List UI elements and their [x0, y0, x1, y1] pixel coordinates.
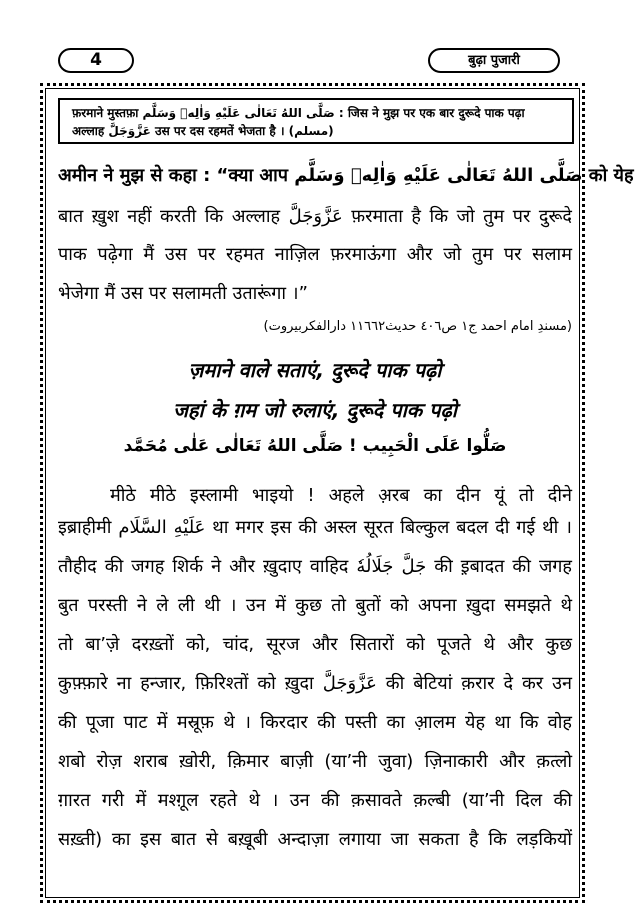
body-line: शबो रोज़ शराब ख़ोरी, क़िमार बाज़ी (या’नी जुवा) ज़िनाकारी और क़त्लो: [58, 751, 572, 772]
body-line: मीठे मीठे इस्लामी भाइयो ! अहले अ़रब का दीन यूं तो दीने: [110, 485, 572, 506]
body-line: बात ख़ुश नहीं करती कि अल्लाह عَزَّوَجَلَّ फ़रमाता है कि जो तुम पर दुरूदे: [58, 206, 572, 227]
couplet-line-2: जहां के ग़म जो रुलाएं, दुरूदे पाक पढ़ो: [173, 398, 457, 422]
page-number: 4: [58, 48, 134, 73]
body-line: की पूजा पाट में मस्रूफ़ थे । किरदार की पस्ती का आ़लम येह था कि वोह: [58, 712, 572, 733]
body-line: पाक पढ़ेगा मैं उस पर रहमत नाज़िल फ़रमाऊंगा और जो तुम पर सलाम: [58, 244, 572, 265]
body-line: तो बा’ज़े दरख़्तों को, चांद, सूरज और सितारों को पूजते थे और कुछ: [58, 634, 572, 655]
body-line: तौहीद की जगह शिर्क ने और ख़ुदाए वाहिद جَلَّ جَلَالُهٗ की इ़बादत की जगह: [58, 556, 572, 577]
hadith-line-1: फ़रमाने मुस्तफ़ा صَلَّى اللهُ تَعَالٰى عَلَيْهِ وَاٰلِهٖ وَسَلَّم : जिस ने मुझ पर एक बार दुरूदे पाक पढ़ा: [72, 106, 525, 120]
body-line: इब्राहीमी عَلَيْهِ السَّلَام था मगर इस की अस्ल सूरत बिल्कुल बदल दी गई थी ।: [58, 517, 572, 538]
body-line: बुत परस्ती ने ले ली थी । उन में कुछ तो बुतों को अपना ख़ुदा समझते थे: [58, 595, 572, 616]
body-line: सख़्ती) का इस बात से बख़ूबी अन्दाज़ा लगाया जा सकता है कि लड़कियों: [58, 829, 572, 850]
book-title: बुढ़ा पुजारी: [428, 48, 560, 73]
couplet-line-1: ज़माने वाले सताएं, दुरूदे पाक पढ़ो: [188, 358, 442, 382]
body-line: अमीन ने मुझ से कहा : “क्या आप صَلَّى اللهُ تَعَالٰى عَلَيْهِ وَاٰلِهٖ وَسَلَّم को येह: [58, 165, 634, 186]
hadith-line-2: अल्लाह عَزَّوَجَلَّ उस पर दस रहमतें भेजता है । (مسلم): [72, 124, 334, 138]
salawat-line: صَلُّوا عَلَى الْحَبِيب ! صَلَّى اللهُ تَعَالٰى عَلٰى مُحَمَّد: [123, 436, 507, 456]
body-line: कुफ़्फ़ारे ना हन्जार, फ़िरिश्तों को ख़ुदा عَزَّوَجَلَّ की बेटियां क़रार दे कर उन: [58, 673, 572, 694]
hadith-reference: (مسندِ امام احمد ج١ ص٤٠٦ حديث١١٦٦٢ دارالفكربيروت): [263, 319, 572, 334]
hadith-box: [58, 98, 574, 144]
body-line: भेजेगा मैं उस पर सलामती उतारूंगा ।”: [58, 283, 308, 304]
body-line: ग़ारत गरी में मश्ग़ूल रहते थे । उन की क़सावते क़ल्बी (या’नी दिल की: [58, 790, 572, 811]
